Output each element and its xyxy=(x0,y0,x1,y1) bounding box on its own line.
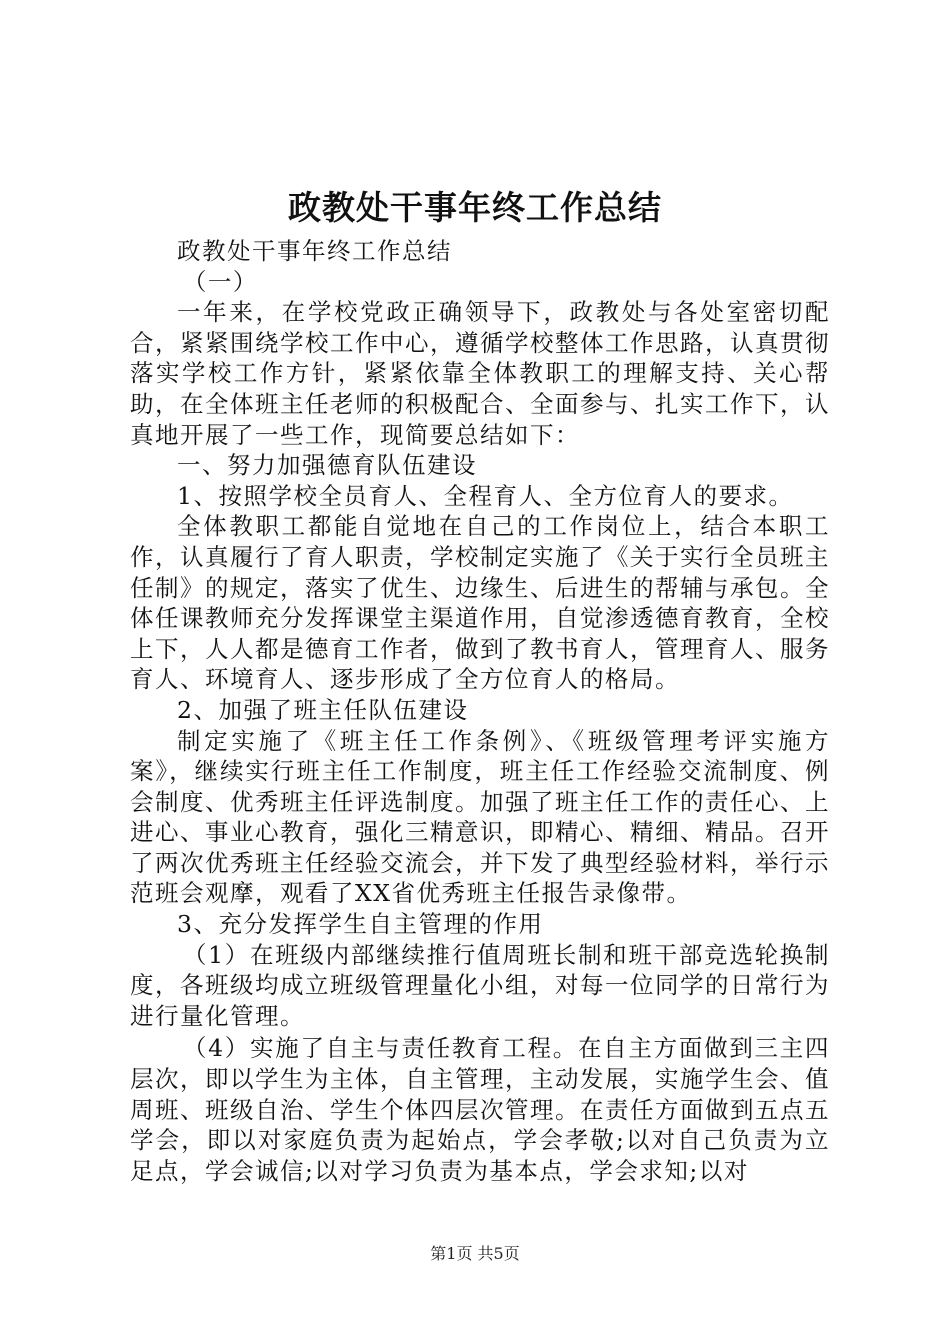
document-title: 政教处干事年终工作总结 xyxy=(288,188,662,227)
document-body xyxy=(130,236,830,1186)
page-footer: 第1页 共5页 xyxy=(430,1244,520,1263)
body-paragraph: （4）实施了自主与责任教育工程。在自主方面做到三主四层次，即以学生为主体，自主管理，主动发展，实施学生会、值周班、班级自治、学生个体四层次管理。在责任方面做到五点五学会，即以对家庭负责为起始点，学会孝敬;以对自己负责为立足点，学会诚信;以对学习负责为基本点，学会求知;以对 xyxy=(130,1034,830,1185)
section-number-paragraph: （一） xyxy=(182,267,258,296)
subtitle-paragraph: 政教处干事年终工作总结 xyxy=(177,237,452,265)
item-heading-paragraph: 1、按照学校全员育人、全程育人、全方位育人的要求。 xyxy=(177,481,794,510)
body-paragraph: 全体教职工都能自觉地在自己的工作岗位上，结合本职工作，认真履行了育人职责，学校制定实施了《关于实行全员班主任制》的规定，落实了优生、边缘生、后进生的帮辅与承包。全体任课教师充分发挥课堂主渠道作用，自觉渗透德育教育，全校上下，人人都是德育工作者，做到了教书育人，管理育人、服务育人、环境育人、逐步形成了全方位育人的格局。 xyxy=(130,512,830,694)
body-paragraph: 制定实施了《班主任工作条例》、《班级管理考评实施方案》，继续实行班主任工作制度，班主任工作经验交流制度、例会制度、优秀班主任评选制度。加强了班主任工作的责任心、上进心、事业心教育，强化三精意识，即精心、精细、精品。召开了两次优秀班主任经验交流会，并下发了典型经验材料，举行示范班会观摩，观看了XX省优秀班主任报告录像带。 xyxy=(130,726,830,908)
item-heading-paragraph: 2、加强了班主任队伍建设 xyxy=(177,695,469,724)
item-heading-paragraph: 3、充分发挥学生自主管理的作用 xyxy=(177,910,544,939)
heading-paragraph: 一、努力加强德育队伍建设 xyxy=(177,451,477,480)
body-paragraph: （1）在班级内部继续推行值周班长制和班干部竞选轮换制度，各班级均成立班级管理量化小组，对每一位同学的日常行为进行量化管理。 xyxy=(130,940,830,1030)
intro-paragraph: 一年来，在学校党政正确领导下，政教处与各处室密切配合，紧紧围绕学校工作中心，遵循学校整体工作思路，认真贯彻落实学校工作方针，紧紧依靠全体教职工的理解支持、关心帮助，在全体班主任老师的积极配合、全面参与、扎实工作下，认真地开展了一些工作，现简要总结如下： xyxy=(130,298,830,449)
